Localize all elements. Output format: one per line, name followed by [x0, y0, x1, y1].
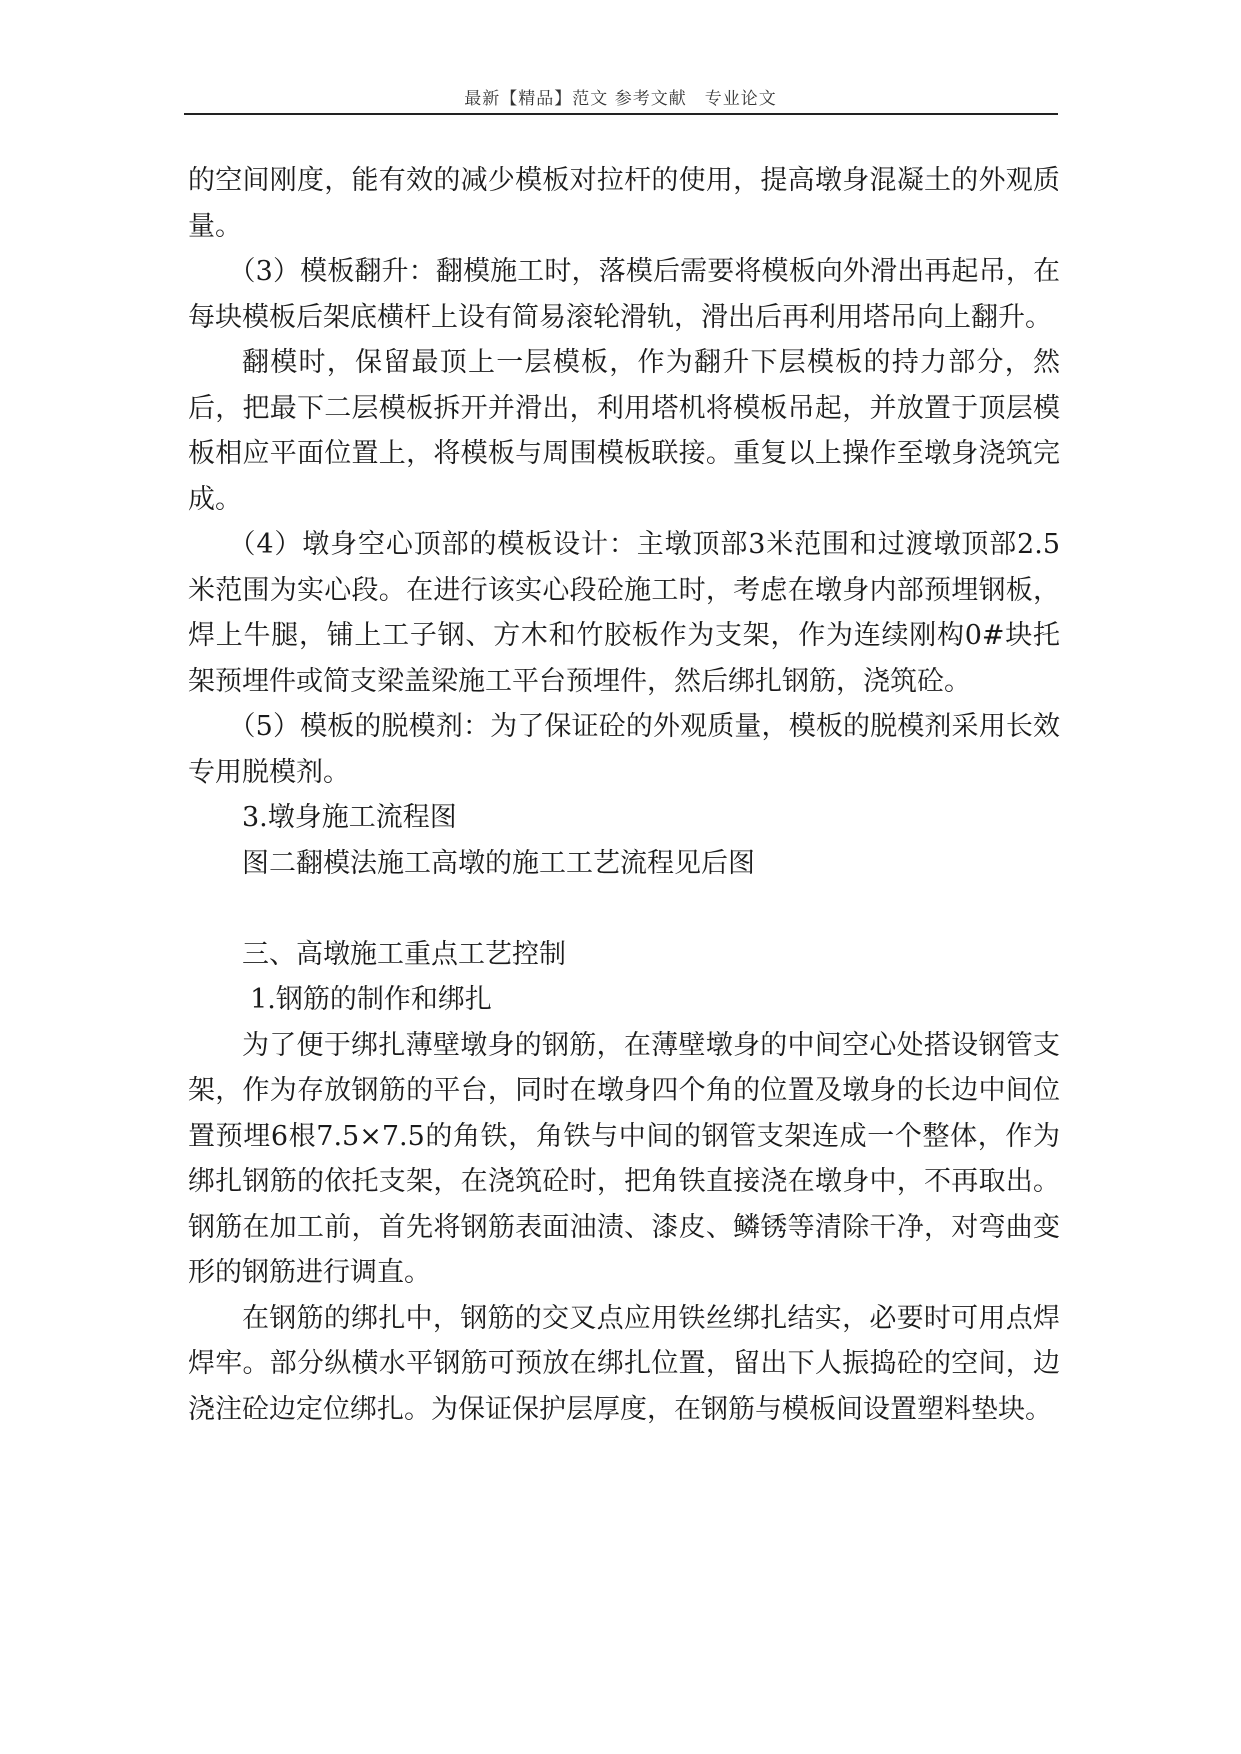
figure-reference: 图二翻模法施工高墩的施工工艺流程见后图 [242, 847, 755, 879]
header-divider [184, 113, 1058, 115]
running-header: 最新【精品】范文 参考文献 专业论文 [464, 89, 777, 109]
body-paragraph: （4）墩身空心顶部的模板设计：主墩顶部3米范围和过渡墩顶部2.5米范围为实心段。在进行该实心段砼施工时，考虑在墩身内部预埋钢板，焊上牛腿，铺上工子钢、方木和竹胶板作为支架，作为连续刚构0#块托架预埋件或简支梁盖梁施工平台预埋件，然后绑扎钢筋，浇筑砼。 [188, 529, 1060, 697]
body-paragraph: 翻模时，保留最顶上一层模板，作为翻升下层模板的持力部分，然后，把最下二层模板拆开并滑出，利用塔机将模板吊起，并放置于顶层模板相应平面位置上，将模板与周围模板联接。重复以上操作至墩身浇筑完成。 [188, 347, 1060, 515]
blank-line [188, 886, 1060, 932]
document-body [188, 158, 1060, 1432]
body-paragraph: 的空间刚度，能有效的减少模板对拉杆的使用，提高墩身混凝土的外观质量。 [188, 165, 1060, 242]
body-paragraph: （3）模板翻升：翻模施工时，落模后需要将模板向外滑出再起吊，在每块模板后架底横杆上设有简易滚轮滑轨，滑出后再利用塔吊向上翻升。 [188, 256, 1060, 333]
subsection-heading: 1.钢筋的制作和绑扎 [250, 984, 492, 1015]
subsection-heading: 3.墩身施工流程图 [242, 802, 457, 833]
body-paragraph: （5）模板的脱模剂：为了保证砼的外观质量，模板的脱模剂采用长效专用脱模剂。 [188, 711, 1060, 788]
body-paragraph: 在钢筋的绑扎中，钢筋的交叉点应用铁丝绑扎结实，必要时可用点焊焊牢。部分纵横水平钢筋可预放在绑扎位置，留出下人振捣砼的空间，边浇注砼边定位绑扎。为保证保护层厚度，在钢筋与模板间设置塑料垫块。 [188, 1302, 1060, 1425]
body-paragraph: 为了便于绑扎薄壁墩身的钢筋，在薄壁墩身的中间空心处搭设钢管支架，作为存放钢筋的平台，同时在墩身四个角的位置及墩身的长边中间位置预埋6根7.5×7.5的角铁，角铁与中间的钢管支架连成一个整体，作为绑扎钢筋的依托支架，在浇筑砼时，把角铁直接浇在墩身中，不再取出。钢筋在加工前，首先将钢筋表面油渍、漆皮、鳞锈等清除干净，对弯曲变形的钢筋进行调直。 [188, 1029, 1060, 1288]
section-heading: 三、高墩施工重点工艺控制 [242, 938, 566, 970]
